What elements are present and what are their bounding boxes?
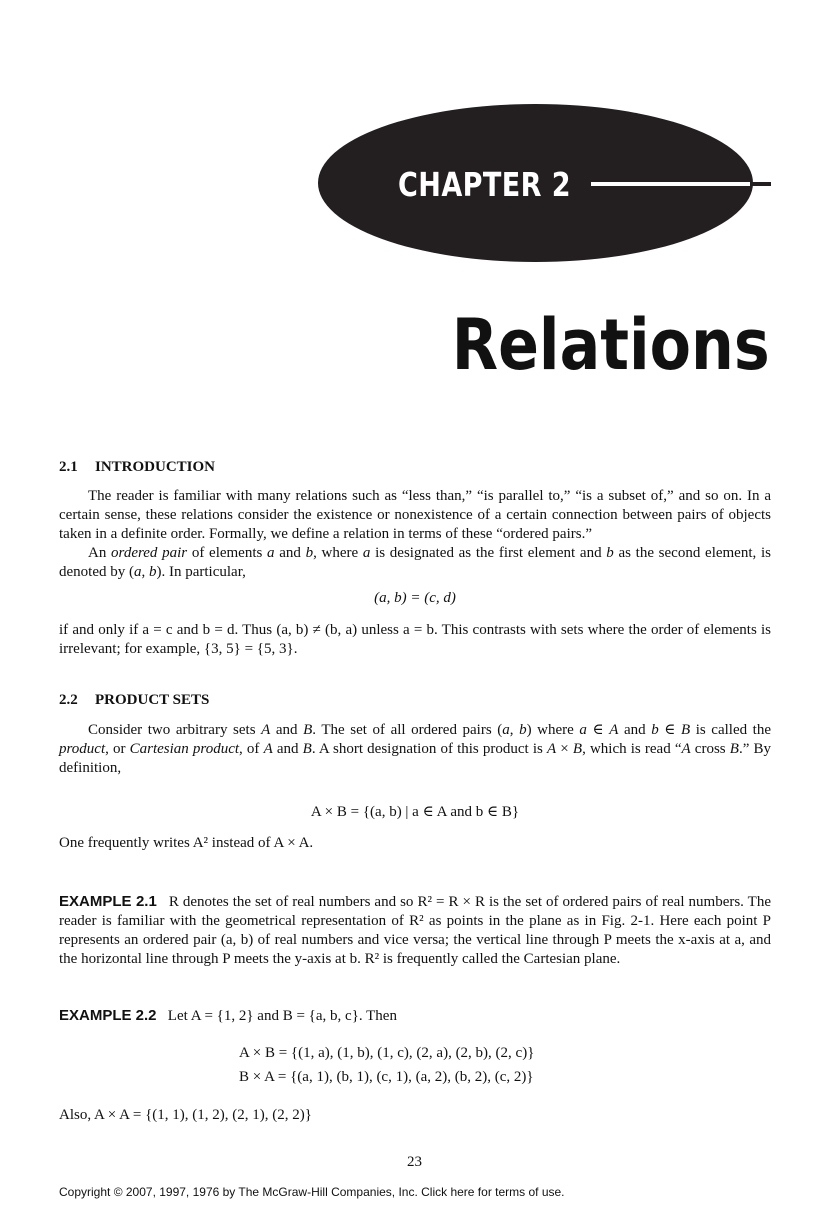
term-cartesian-product: Cartesian product: [129, 741, 240, 757]
chapter-title: Relations: [452, 304, 770, 386]
section-title: INTRODUCTION: [95, 459, 216, 475]
product-paragraph-2: One frequently writes A² instead of A × A.: [59, 835, 314, 851]
term-ordered-pair: ordered pair: [111, 545, 188, 561]
example-lead: Let A = {1, 2} and B = {a, b, c}. Then: [167, 1008, 397, 1024]
equation-a-cross-b: A × B = {(1, a), (1, b), (1, c), (2, a), (2, b), (2, c)}: [239, 1045, 535, 1061]
chapter-rule-tail: [750, 182, 771, 186]
section-heading-introduction: [59, 457, 215, 477]
intro-paragraph-1: The reader is familiar with many relations such as “less than,” “is parallel to,” “is a subset of,” and so on. In a certain sense, these relations consider the existence or nonexistence of a certain connection between pairs of objects taken in a definite order. Formally, we define a relation in terms of these “ordered pairs.”: [59, 488, 771, 542]
intro-paragraph-2: An ordered pair of elements a and b, where a is designated as the first element and b as the second element, is denoted by (a, b). In particular,: [59, 545, 771, 580]
section-number: 2.2: [59, 692, 78, 708]
example-text: R denotes the set of real numbers and so R² = R × R is the set of ordered pairs of real numbers. The reader is familiar with the geometrical representation of R² as points in the plane as in Fig. 2-1. Here each point P represents an ordered pair (a, b) of real numbers and vice versa; the vertical line through P meets the x-axis at a, and the horizontal line through P meets the y-axis at b. R² is frequently called the Cartesian plane.: [59, 894, 771, 967]
section-heading-product-sets: [59, 690, 209, 710]
equation-ordered-pair-equality: (a, b) = (c, d): [374, 590, 456, 606]
section-number: 2.1: [59, 459, 78, 475]
example-2-2: [59, 1006, 771, 1026]
example-label: EXAMPLE 2.2: [59, 1007, 157, 1024]
term-product: product: [59, 741, 106, 757]
product-paragraph-1: Consider two arbitrary sets A and B. The set of all ordered pairs (a, b) where a ∈ A and b ∈ B is called the product, or Cartesian product, of A and B. A short designation of this product is A × B, which is read “A cross B.” By definition,: [59, 722, 772, 776]
copyright-link[interactable]: Copyright © 2007, 1997, 1976 by The McGraw-Hill Companies, Inc. Click here for terms of use.: [59, 1185, 565, 1199]
example-2-2-also: Also, A × A = {(1, 1), (1, 2), (2, 1), (2, 2)}: [59, 1107, 312, 1123]
equation-product-definition: A × B = {(a, b) | a ∈ A and b ∈ B}: [310, 804, 520, 820]
example-label: EXAMPLE 2.1: [59, 893, 157, 910]
chapter-rule: [591, 182, 750, 186]
page-number: 23: [407, 1154, 422, 1170]
chapter-label: CHAPTER 2: [398, 165, 572, 204]
equation-b-cross-a: B × A = {(a, 1), (b, 1), (c, 1), (a, 2), (b, 2), (c, 2)}: [239, 1069, 534, 1085]
example-2-1: [59, 892, 771, 969]
intro-paragraph-3: if and only if a = c and b = d. Thus (a, b) ≠ (b, a) unless a = b. This contrasts with sets where the order of elements is irrelevant; for example, {3, 5} = {5, 3}.: [59, 622, 771, 657]
section-title: PRODUCT SETS: [95, 692, 210, 708]
